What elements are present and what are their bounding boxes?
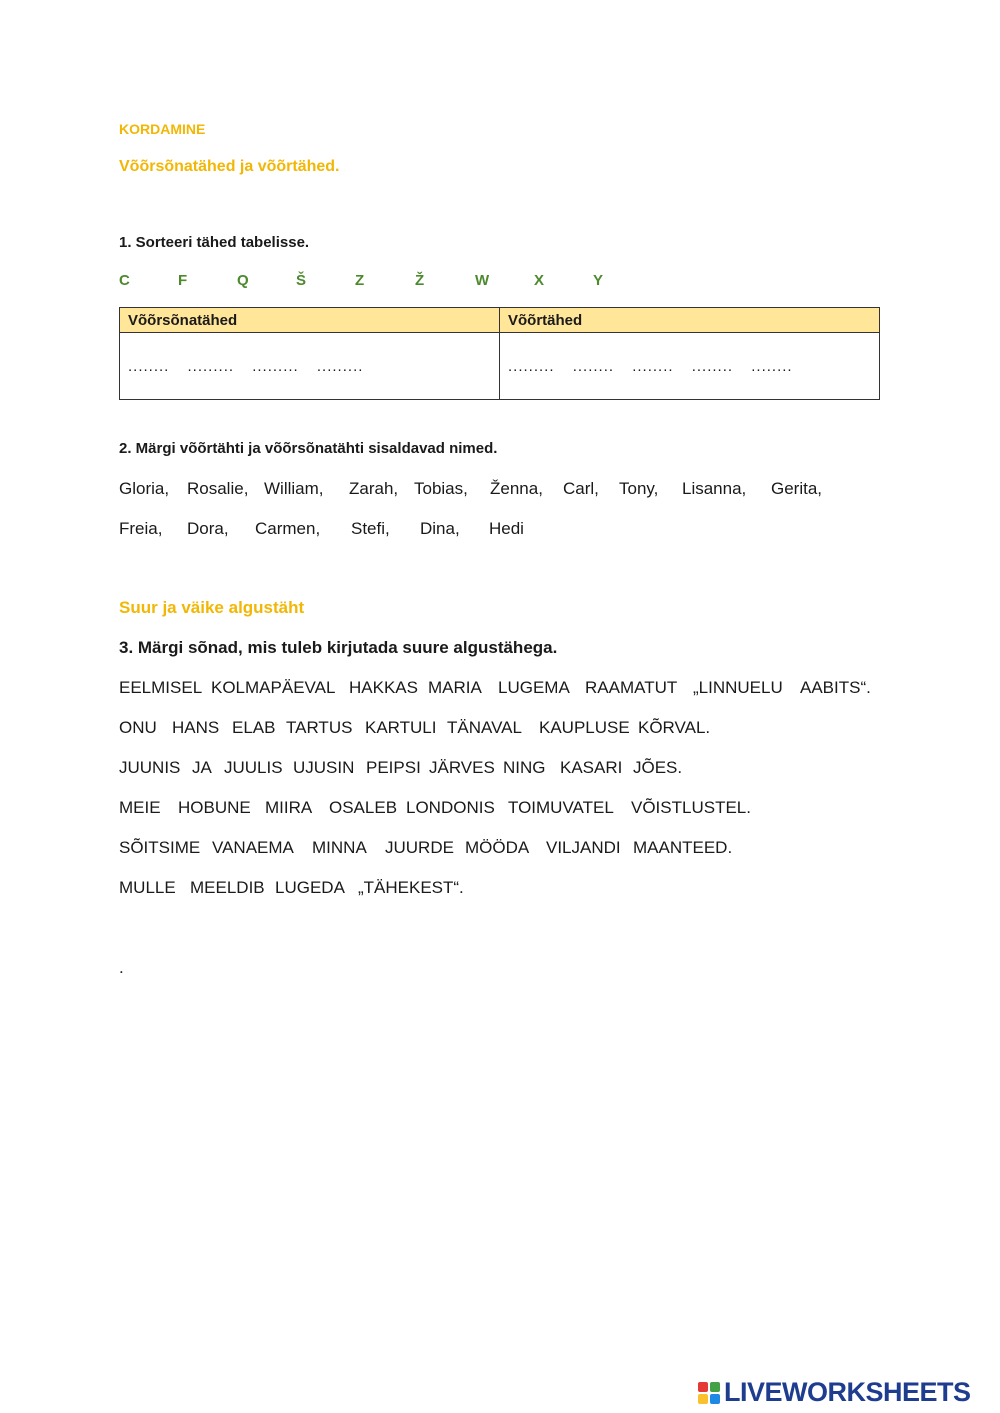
- word-option[interactable]: VANAEMA: [212, 838, 294, 857]
- word-option[interactable]: JUURDE: [385, 838, 454, 857]
- word-option[interactable]: VILJANDI: [546, 838, 621, 857]
- draggable-letter[interactable]: X: [534, 272, 545, 289]
- task3-title: 3. Märgi sõnad, mis tuleb kirjutada suure algustähega.: [119, 638, 558, 657]
- word-option[interactable]: EELMISEL: [119, 678, 203, 697]
- blank-slot[interactable]: ........: [572, 357, 615, 375]
- liveworksheets-logo: [698, 1377, 971, 1408]
- word-option[interactable]: AABITS“.: [800, 678, 871, 697]
- word-option[interactable]: JÄRVES: [429, 758, 495, 777]
- word-option[interactable]: ONU: [119, 718, 157, 737]
- word-option[interactable]: TÄNAVAL: [447, 718, 522, 737]
- word-option[interactable]: JA: [192, 758, 212, 777]
- word-option[interactable]: MINNA: [312, 838, 367, 857]
- logo-square-blue: [710, 1394, 720, 1404]
- word-option[interactable]: JÕES.: [633, 758, 683, 777]
- task2-title: 2. Märgi võõrtähti ja võõrsõnatähti sisaldavad nimed.: [119, 440, 498, 457]
- word-option[interactable]: HANS: [172, 718, 220, 737]
- word-option[interactable]: LUGEDA: [275, 878, 345, 897]
- word-option[interactable]: KOLMAPÄEVAL: [211, 678, 336, 697]
- section2-title: Suur ja väike algustäht: [119, 598, 305, 617]
- name-option[interactable]: William,: [264, 479, 324, 498]
- word-option[interactable]: MÖÖDA: [465, 838, 530, 857]
- word-option[interactable]: MEELDIB: [190, 878, 265, 897]
- word-option[interactable]: MIIRA: [265, 798, 313, 817]
- drop-zone-foreign-word-letters[interactable]: [120, 333, 500, 400]
- blank-slot[interactable]: .........: [252, 357, 299, 375]
- draggable-letter[interactable]: Ž: [415, 272, 425, 289]
- name-option[interactable]: Hedi: [489, 519, 524, 538]
- draggable-letter[interactable]: F: [178, 272, 188, 289]
- col-header-foreign-word-letters: Võõrsõnatähed: [120, 308, 500, 333]
- word-option[interactable]: LUGEMA: [498, 678, 570, 697]
- blank-slot[interactable]: .........: [187, 357, 235, 375]
- word-option[interactable]: MEIE: [119, 798, 161, 817]
- logo-icon: [698, 1382, 720, 1404]
- word-option[interactable]: ELAB: [232, 718, 276, 737]
- name-option[interactable]: Stefi,: [351, 519, 390, 538]
- draggable-letter[interactable]: Q: [237, 272, 249, 289]
- word-option[interactable]: MULLE: [119, 878, 176, 897]
- trailing-dot: .: [119, 958, 124, 977]
- task1-title: 1. Sorteeri tähed tabelisse.: [119, 234, 310, 251]
- blank-slot[interactable]: ........: [128, 357, 170, 375]
- word-option[interactable]: SÕITSIME: [119, 838, 201, 857]
- word-option[interactable]: RAAMATUT: [585, 678, 678, 697]
- word-option[interactable]: NING: [503, 758, 546, 777]
- word-option[interactable]: MAANTEED.: [633, 838, 733, 857]
- logo-square-yellow: [698, 1394, 708, 1404]
- word-option[interactable]: KAUPLUSE: [539, 718, 630, 737]
- draggable-letter[interactable]: C: [119, 272, 130, 289]
- name-option[interactable]: Lisanna,: [682, 479, 747, 498]
- sort-table: [119, 307, 880, 400]
- logo-square-green: [710, 1382, 720, 1392]
- name-option[interactable]: Carmen,: [255, 519, 321, 538]
- name-option[interactable]: Zarah,: [349, 479, 399, 498]
- word-option[interactable]: MARIA: [428, 678, 482, 697]
- word-option[interactable]: „TÄHEKEST“.: [358, 878, 464, 897]
- word-option[interactable]: „LINNUELU: [693, 678, 783, 697]
- drop-zone-foreign-letters[interactable]: [500, 333, 880, 400]
- blank-slot[interactable]: .........: [508, 357, 555, 375]
- word-option[interactable]: JUULIS: [224, 758, 283, 777]
- logo-square-red: [698, 1382, 708, 1392]
- name-option[interactable]: Dina,: [420, 519, 460, 538]
- name-option[interactable]: Rosalie,: [187, 479, 249, 498]
- draggable-letter[interactable]: W: [475, 272, 490, 289]
- word-option[interactable]: TOIMUVATEL: [508, 798, 614, 817]
- word-option[interactable]: TARTUS: [286, 718, 353, 737]
- word-option[interactable]: HOBUNE: [178, 798, 251, 817]
- word-option[interactable]: PEIPSI: [366, 758, 421, 777]
- subtitle: Võõrsõnatähed ja võõrtähed.: [119, 158, 340, 175]
- word-option[interactable]: JUUNIS: [119, 758, 181, 777]
- name-option[interactable]: Gerita,: [771, 479, 823, 498]
- draggable-letter[interactable]: Š: [296, 272, 307, 289]
- word-option[interactable]: LONDONIS: [406, 798, 495, 817]
- draggable-letter[interactable]: Z: [355, 272, 365, 289]
- name-option[interactable]: Tony,: [619, 479, 659, 498]
- blank-slot[interactable]: ........: [691, 357, 734, 375]
- word-option[interactable]: VÕISTLUSTEL.: [631, 798, 751, 817]
- blank-slot[interactable]: ........: [632, 357, 674, 375]
- word-option[interactable]: UJUSIN: [293, 758, 355, 777]
- review-title: KORDAMINE: [119, 121, 206, 137]
- name-option[interactable]: Tobias,: [414, 479, 468, 498]
- word-option[interactable]: KARTULI: [365, 718, 437, 737]
- name-option[interactable]: Carl,: [563, 479, 599, 498]
- name-option[interactable]: Ženna,: [490, 479, 543, 498]
- draggable-letter[interactable]: Y: [593, 272, 604, 289]
- word-option[interactable]: HAKKAS: [349, 678, 418, 697]
- blank-slot[interactable]: .........: [316, 357, 364, 375]
- name-option[interactable]: Dora,: [187, 519, 229, 538]
- name-option[interactable]: Freia,: [119, 519, 163, 538]
- word-option[interactable]: KASARI: [560, 758, 623, 777]
- word-option[interactable]: KÕRVAL.: [638, 718, 711, 737]
- name-option[interactable]: Gloria,: [119, 479, 170, 498]
- col-header-foreign-letters: Võõrtähed: [500, 308, 880, 333]
- word-option[interactable]: OSALEB: [329, 798, 398, 817]
- logo-text: LIVEWORKSHEETS: [724, 1377, 971, 1407]
- blank-slot[interactable]: ........: [751, 357, 793, 375]
